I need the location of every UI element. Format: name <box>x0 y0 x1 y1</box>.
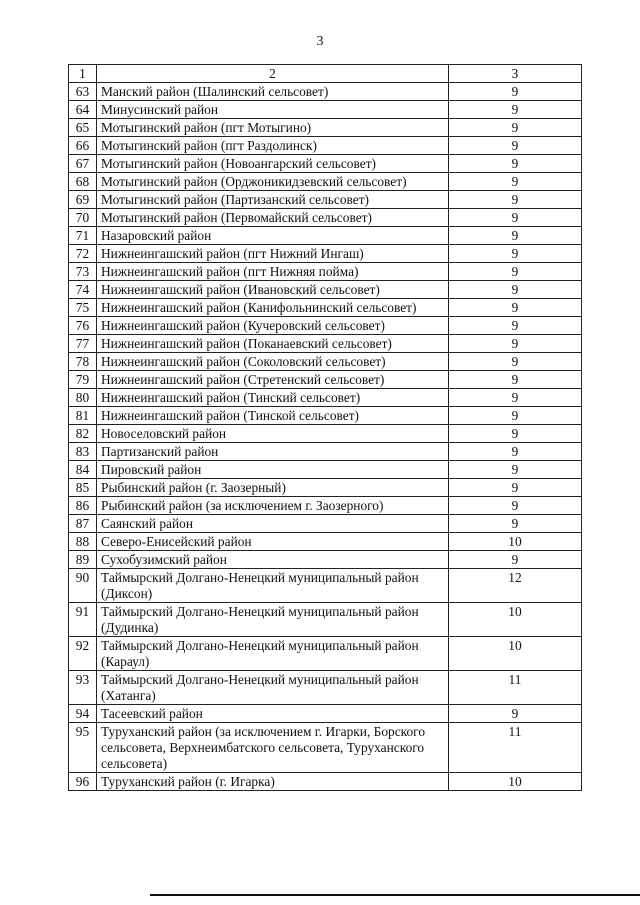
coefficient-cell: 9 <box>449 119 582 137</box>
table-row <box>69 425 582 443</box>
table-row <box>69 723 582 773</box>
row-number-cell: 79 <box>69 371 97 389</box>
row-number-cell: 69 <box>69 191 97 209</box>
row-number-cell: 63 <box>69 83 97 101</box>
table-row <box>69 389 582 407</box>
coefficient-cell: 9 <box>449 515 582 533</box>
row-number-cell: 70 <box>69 209 97 227</box>
row-number-cell: 87 <box>69 515 97 533</box>
coefficient-cell: 9 <box>449 299 582 317</box>
district-name-cell: Нижнеингашский район (пгт Нижний Ингаш) <box>97 245 449 263</box>
district-name-cell: Сухобузимский район <box>97 551 449 569</box>
table-row <box>69 407 582 425</box>
coefficient-cell: 9 <box>449 497 582 515</box>
row-number-cell: 81 <box>69 407 97 425</box>
table-row <box>69 637 582 671</box>
coefficient-cell: 9 <box>449 173 582 191</box>
row-number-cell: 80 <box>69 389 97 407</box>
district-name-cell: Нижнеингашский район (Ивановский сельсовет) <box>97 281 449 299</box>
district-name-cell: Минусинский район <box>97 101 449 119</box>
table-row <box>69 173 582 191</box>
district-name-cell: Нижнеингашский район (Кучеровский сельсовет) <box>97 317 449 335</box>
district-name-cell: Манский район (Шалинский сельсовет) <box>97 83 449 101</box>
district-name-cell: Мотыгинский район (пгт Раздолинск) <box>97 137 449 155</box>
district-name-cell: Нижнеингашский район (Канифольнинский сельсовет) <box>97 299 449 317</box>
coefficient-cell: 9 <box>449 353 582 371</box>
coefficient-cell: 9 <box>449 83 582 101</box>
row-number-cell: 66 <box>69 137 97 155</box>
row-number-cell: 68 <box>69 173 97 191</box>
district-name-cell: Северо-Енисейский район <box>97 533 449 551</box>
row-number-cell: 84 <box>69 461 97 479</box>
row-number-cell: 71 <box>69 227 97 245</box>
district-name-cell: Таймырский Долгано-Ненецкий муниципальный район (Диксон) <box>97 569 449 603</box>
row-number-cell: 75 <box>69 299 97 317</box>
district-name-cell: Нижнеингашский район (Поканаевский сельсовет) <box>97 335 449 353</box>
row-number-cell: 86 <box>69 497 97 515</box>
district-name-cell: Туруханский район (за исключением г. Игарки, Борского сельсовета, Верхнеимбатского сельсовета, Туруханского сельсовета) <box>97 723 449 773</box>
header-col-3: 3 <box>449 65 582 83</box>
coefficient-cell: 9 <box>449 101 582 119</box>
row-number-cell: 95 <box>69 723 97 773</box>
table-row <box>69 515 582 533</box>
row-number-cell: 72 <box>69 245 97 263</box>
table-row <box>69 461 582 479</box>
coefficient-cell: 10 <box>449 533 582 551</box>
coefficient-cell: 10 <box>449 773 582 791</box>
table-row <box>69 603 582 637</box>
district-name-cell: Нижнеингашский район (Соколовский сельсовет) <box>97 353 449 371</box>
row-number-cell: 73 <box>69 263 97 281</box>
district-name-cell: Нижнеингашский район (Тинский сельсовет) <box>97 389 449 407</box>
coefficient-cell: 9 <box>449 263 582 281</box>
row-number-cell: 92 <box>69 637 97 671</box>
table-row <box>69 497 582 515</box>
coefficient-cell: 11 <box>449 723 582 773</box>
table-row <box>69 671 582 705</box>
coefficient-cell: 9 <box>449 705 582 723</box>
district-name-cell: Рыбинский район (за исключением г. Заозерного) <box>97 497 449 515</box>
table-header-row <box>69 65 582 83</box>
table-row <box>69 353 582 371</box>
district-name-cell: Мотыгинский район (Орджоникидзевский сельсовет) <box>97 173 449 191</box>
header-col-1: 1 <box>69 65 97 83</box>
district-name-cell: Нижнеингашский район (Стретенский сельсовет) <box>97 371 449 389</box>
table-row <box>69 209 582 227</box>
district-name-cell: Пировский район <box>97 461 449 479</box>
district-name-cell: Саянский район <box>97 515 449 533</box>
coefficient-cell: 9 <box>449 479 582 497</box>
coefficient-cell: 9 <box>449 371 582 389</box>
row-number-cell: 89 <box>69 551 97 569</box>
district-name-cell: Мотыгинский район (пгт Мотыгино) <box>97 119 449 137</box>
district-name-cell: Рыбинский район (г. Заозерный) <box>97 479 449 497</box>
table-row <box>69 317 582 335</box>
table-row <box>69 227 582 245</box>
district-name-cell: Тасеевский район <box>97 705 449 723</box>
table-row <box>69 479 582 497</box>
district-name-cell: Назаровский район <box>97 227 449 245</box>
row-number-cell: 93 <box>69 671 97 705</box>
coefficient-cell: 9 <box>449 335 582 353</box>
table-row <box>69 551 582 569</box>
row-number-cell: 74 <box>69 281 97 299</box>
coefficient-cell: 9 <box>449 281 582 299</box>
row-number-cell: 91 <box>69 603 97 637</box>
row-number-cell: 96 <box>69 773 97 791</box>
row-number-cell: 65 <box>69 119 97 137</box>
table-row <box>69 371 582 389</box>
table-row <box>69 281 582 299</box>
row-number-cell: 77 <box>69 335 97 353</box>
row-number-cell: 85 <box>69 479 97 497</box>
coefficient-cell: 9 <box>449 443 582 461</box>
table-row <box>69 137 582 155</box>
coefficient-cell: 12 <box>449 569 582 603</box>
district-name-cell: Нижнеингашский район (Тинской сельсовет) <box>97 407 449 425</box>
coefficient-cell: 9 <box>449 317 582 335</box>
row-number-cell: 78 <box>69 353 97 371</box>
coefficient-cell: 9 <box>449 425 582 443</box>
coefficient-cell: 9 <box>449 389 582 407</box>
coefficient-cell: 9 <box>449 227 582 245</box>
coefficient-cell: 10 <box>449 603 582 637</box>
coefficient-cell: 9 <box>449 137 582 155</box>
footer-divider <box>150 894 640 896</box>
district-name-cell: Таймырский Долгано-Ненецкий муниципальный район (Караул) <box>97 637 449 671</box>
coefficient-cell: 9 <box>449 191 582 209</box>
district-name-cell: Нижнеингашский район (пгт Нижняя пойма) <box>97 263 449 281</box>
row-number-cell: 76 <box>69 317 97 335</box>
row-number-cell: 64 <box>69 101 97 119</box>
table-row <box>69 299 582 317</box>
header-col-2: 2 <box>97 65 449 83</box>
table-row <box>69 533 582 551</box>
district-name-cell: Мотыгинский район (Партизанский сельсовет) <box>97 191 449 209</box>
coefficient-cell: 11 <box>449 671 582 705</box>
row-number-cell: 88 <box>69 533 97 551</box>
district-name-cell: Туруханский район (г. Игарка) <box>97 773 449 791</box>
district-name-cell: Таймырский Долгано-Ненецкий муниципальный район (Дудинка) <box>97 603 449 637</box>
row-number-cell: 83 <box>69 443 97 461</box>
table-row <box>69 335 582 353</box>
row-number-cell: 67 <box>69 155 97 173</box>
table-row <box>69 443 582 461</box>
coefficient-cell: 9 <box>449 551 582 569</box>
table-row <box>69 101 582 119</box>
table-row <box>69 263 582 281</box>
table-row <box>69 119 582 137</box>
table-row <box>69 245 582 263</box>
coefficient-cell: 9 <box>449 209 582 227</box>
row-number-cell: 90 <box>69 569 97 603</box>
district-name-cell: Партизанский район <box>97 443 449 461</box>
district-name-cell: Таймырский Долгано-Ненецкий муниципальный район (Хатанга) <box>97 671 449 705</box>
coefficient-cell: 9 <box>449 461 582 479</box>
allowance-table <box>68 64 582 791</box>
table-row <box>69 569 582 603</box>
table-row <box>69 191 582 209</box>
table-row <box>69 155 582 173</box>
table-row <box>69 83 582 101</box>
table-row <box>69 773 582 791</box>
page-number: 3 <box>316 34 324 49</box>
row-number-cell: 94 <box>69 705 97 723</box>
coefficient-cell: 10 <box>449 637 582 671</box>
coefficient-cell: 9 <box>449 155 582 173</box>
coefficient-cell: 9 <box>449 407 582 425</box>
district-name-cell: Новоселовский район <box>97 425 449 443</box>
coefficient-cell: 9 <box>449 245 582 263</box>
row-number-cell: 82 <box>69 425 97 443</box>
district-name-cell: Мотыгинский район (Новоангарский сельсовет) <box>97 155 449 173</box>
table-row <box>69 705 582 723</box>
district-name-cell: Мотыгинский район (Первомайский сельсовет) <box>97 209 449 227</box>
